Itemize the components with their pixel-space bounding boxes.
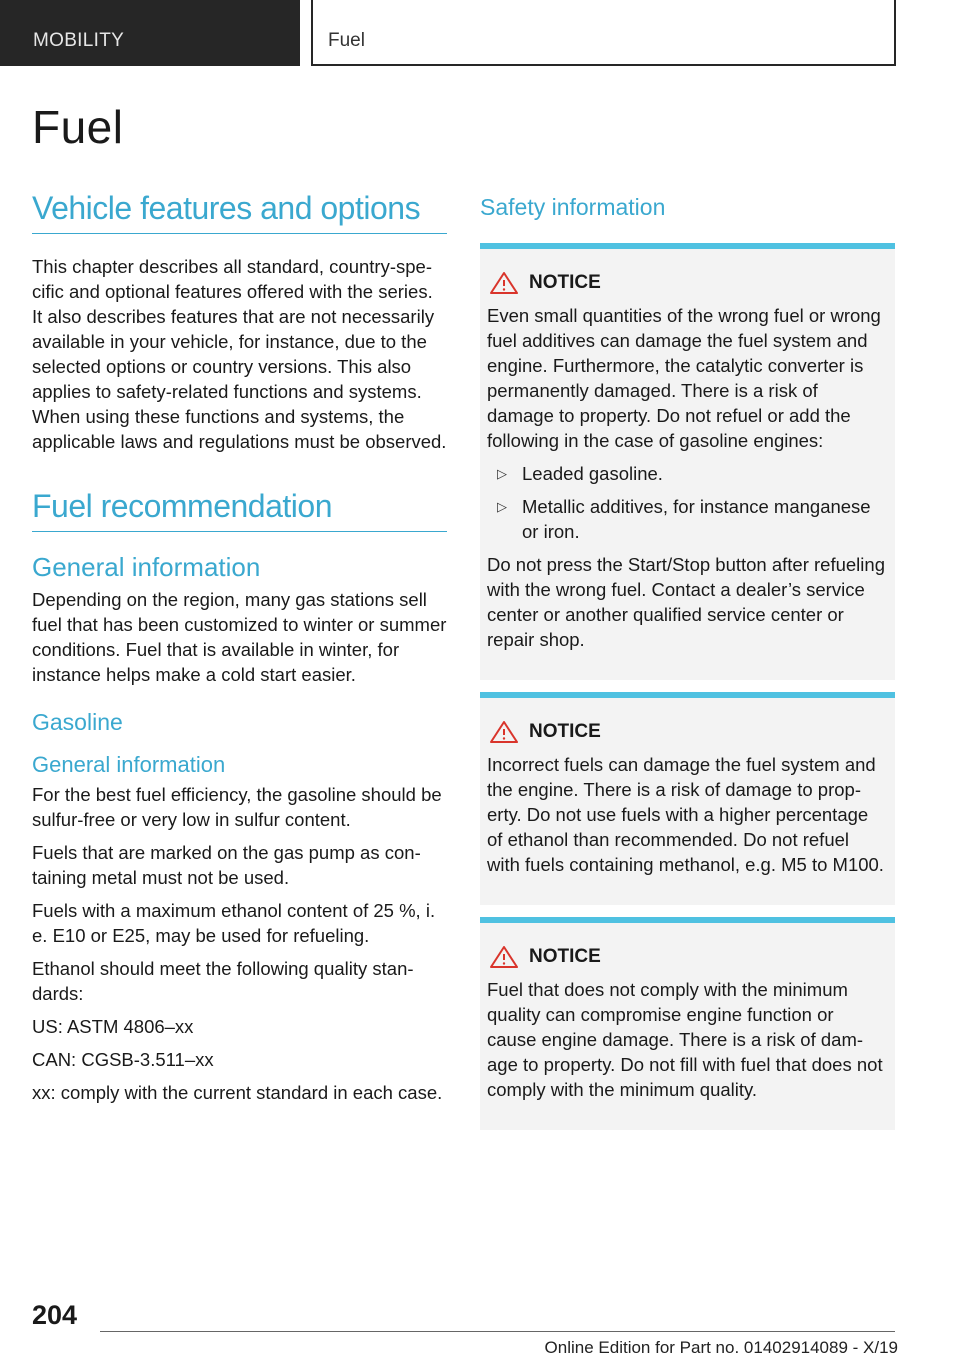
gasoline-paragraph: Fuels with a maximum ethanol content of 25 %, i. e. E10 or E25, may be used for refueling. bbox=[32, 900, 436, 946]
gasoline-paragraph: For the best fuel efficiency, the gasoline should be sulfur-free or very low in sulfur content. bbox=[32, 784, 442, 830]
left-column bbox=[32, 190, 447, 1113]
footer-divider bbox=[100, 1331, 895, 1332]
safety-information-heading: Safety information bbox=[480, 194, 666, 220]
notice-body: Fuel that does not comply with the minimum quality can compromise engine function or cause engine damage. There is a risk of damage to property. Do not fill with fuel that does not comply with the minimum quality. bbox=[487, 979, 883, 1100]
warning-triangle-icon bbox=[489, 271, 519, 295]
page-header bbox=[0, 0, 960, 66]
fuel-recommendation-heading: Fuel recommendation bbox=[32, 488, 447, 532]
notice-body: Incorrect fuels can damage the fuel system and the engine. There is a risk of damage to property. Do not use fuels with a higher percentage of ethanol than recommended. Do not refuel with fuels containing methanol, e.g. M5 to M100. bbox=[487, 754, 884, 875]
general-information-heading: General information bbox=[32, 552, 261, 582]
notice-header bbox=[487, 945, 887, 969]
chapter-tab: Fuel bbox=[311, 0, 896, 66]
list-item: ▷ Metallic additives, for instance manganese or iron. bbox=[497, 496, 871, 542]
vehicle-features-body: This chapter describes all standard, country-specific and optional features offered with the series. It also describes features that are not necessarily available in your vehicle, for instance, due to the selected options or country versions. This also applies to safety-related functions and systems. When using these functions and systems, the applicable laws and regulations must be observed. bbox=[32, 256, 447, 452]
page-number: 204 bbox=[32, 1300, 78, 1330]
gasoline-general-heading: General information bbox=[32, 752, 226, 777]
vehicle-features-heading: Vehicle features and options bbox=[32, 190, 447, 234]
gasoline-paragraph: US: ASTM 4806–xx bbox=[32, 1016, 194, 1037]
section-tab: MOBILITY bbox=[0, 0, 300, 66]
notice-label: NOTICE bbox=[529, 721, 601, 742]
triangle-bullet-icon: ▷ bbox=[497, 466, 507, 481]
page-title: Fuel bbox=[32, 101, 124, 153]
gasoline-paragraph: Fuels that are marked on the gas pump as containing metal must not be used. bbox=[32, 842, 421, 888]
notice-label: NOTICE bbox=[529, 946, 601, 967]
list-item: ▷ Leaded gasoline. bbox=[497, 463, 663, 484]
right-column bbox=[480, 190, 895, 1142]
triangle-bullet-icon: ▷ bbox=[497, 499, 507, 514]
notice-bullet-list bbox=[487, 461, 887, 544]
gasoline-paragraph: xx: comply with the current standard in each case. bbox=[32, 1082, 443, 1103]
notice-box bbox=[480, 243, 895, 680]
edition-text: Online Edition for Part no. 01402914089 - X/19 bbox=[544, 1338, 898, 1357]
notice-box bbox=[480, 692, 895, 905]
gasoline-heading: Gasoline bbox=[32, 709, 123, 735]
warning-triangle-icon bbox=[489, 720, 519, 744]
notice-label: NOTICE bbox=[529, 272, 601, 293]
notice-body: Even small quantities of the wrong fuel or wrong fuel additives can damage the fuel system and engine. Furthermore, the catalytic converter is permanently damaged. There is a risk of damage to property. Do not refuel or add the following in the case of gasoline engines: bbox=[487, 305, 881, 451]
notice-header bbox=[487, 720, 887, 744]
notice-header bbox=[487, 271, 887, 295]
notice-box bbox=[480, 917, 895, 1130]
general-information-body: Depending on the region, many gas stations sell fuel that has been customized to winter or summer conditions. Fuel that is available in winter, for instance helps make a cold start easier. bbox=[32, 589, 447, 685]
warning-triangle-icon bbox=[489, 945, 519, 969]
gasoline-paragraph: CAN: CGSB-3.511–xx bbox=[32, 1049, 214, 1070]
notice-after: Do not press the Start/Stop button after refueling with the wrong fuel. Contact a dealer’s service center or another qualified service center or repair shop. bbox=[487, 554, 885, 650]
gasoline-paragraph: Ethanol should meet the following quality standards: bbox=[32, 958, 414, 1004]
